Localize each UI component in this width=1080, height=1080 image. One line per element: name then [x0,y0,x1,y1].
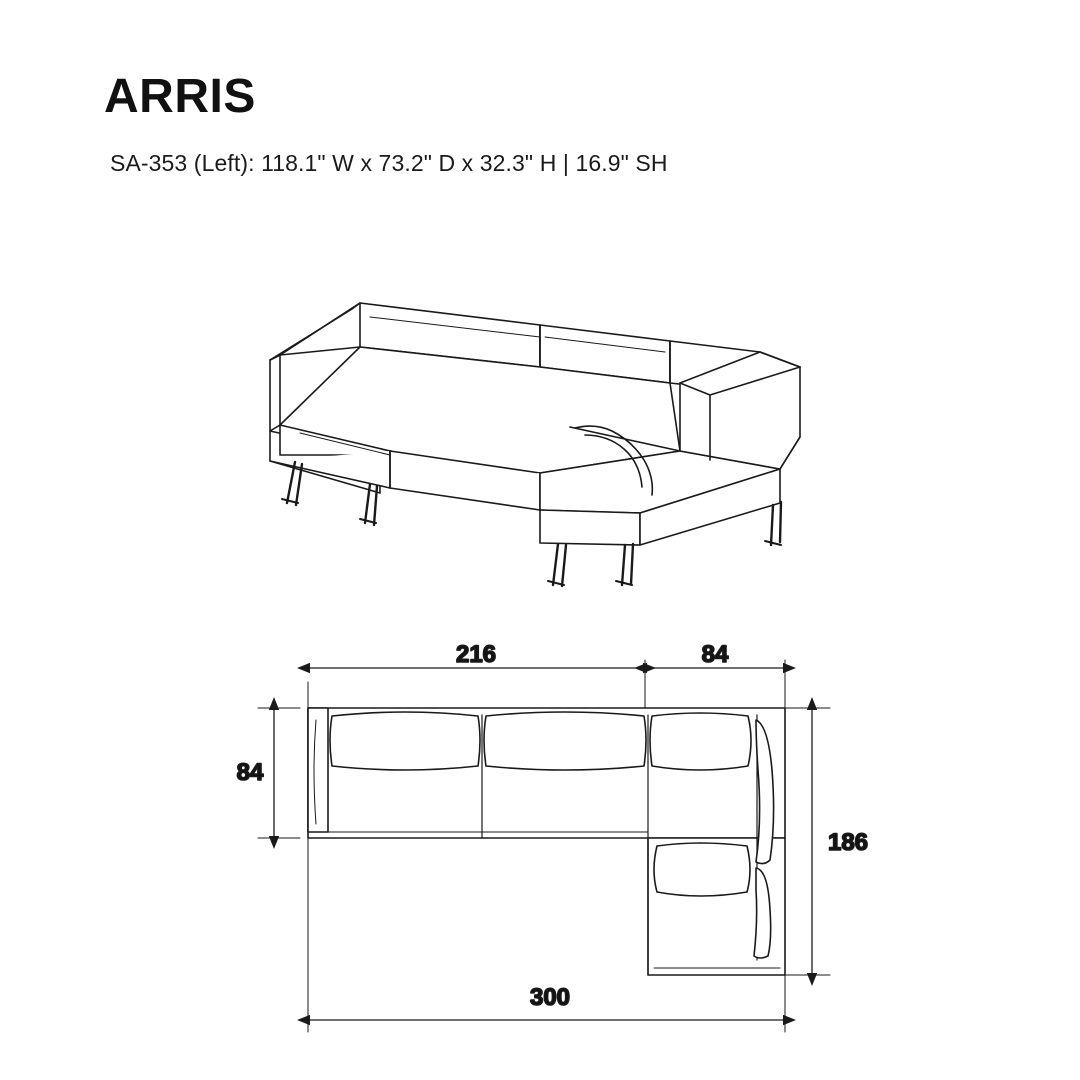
dimension-left-depth: 84 [236,759,264,786]
perspective-sofa-illustration [240,255,860,595]
plan-view [220,620,920,1050]
product-spec-line: SA-353 (Left): 118.1" W x 73.2" D x 32.3" H | 16.9" SH [110,150,668,176]
top-plan-sofa-illustration [220,620,920,1050]
dimension-overall-width: 300 [529,984,571,1011]
dimension-top-left: 216 [455,641,497,668]
dimension-top-right: 84 [701,641,729,668]
perspective-view [240,255,860,595]
dimension-right-depth: 186 [827,829,869,856]
page-title: ARRIS [104,70,256,123]
